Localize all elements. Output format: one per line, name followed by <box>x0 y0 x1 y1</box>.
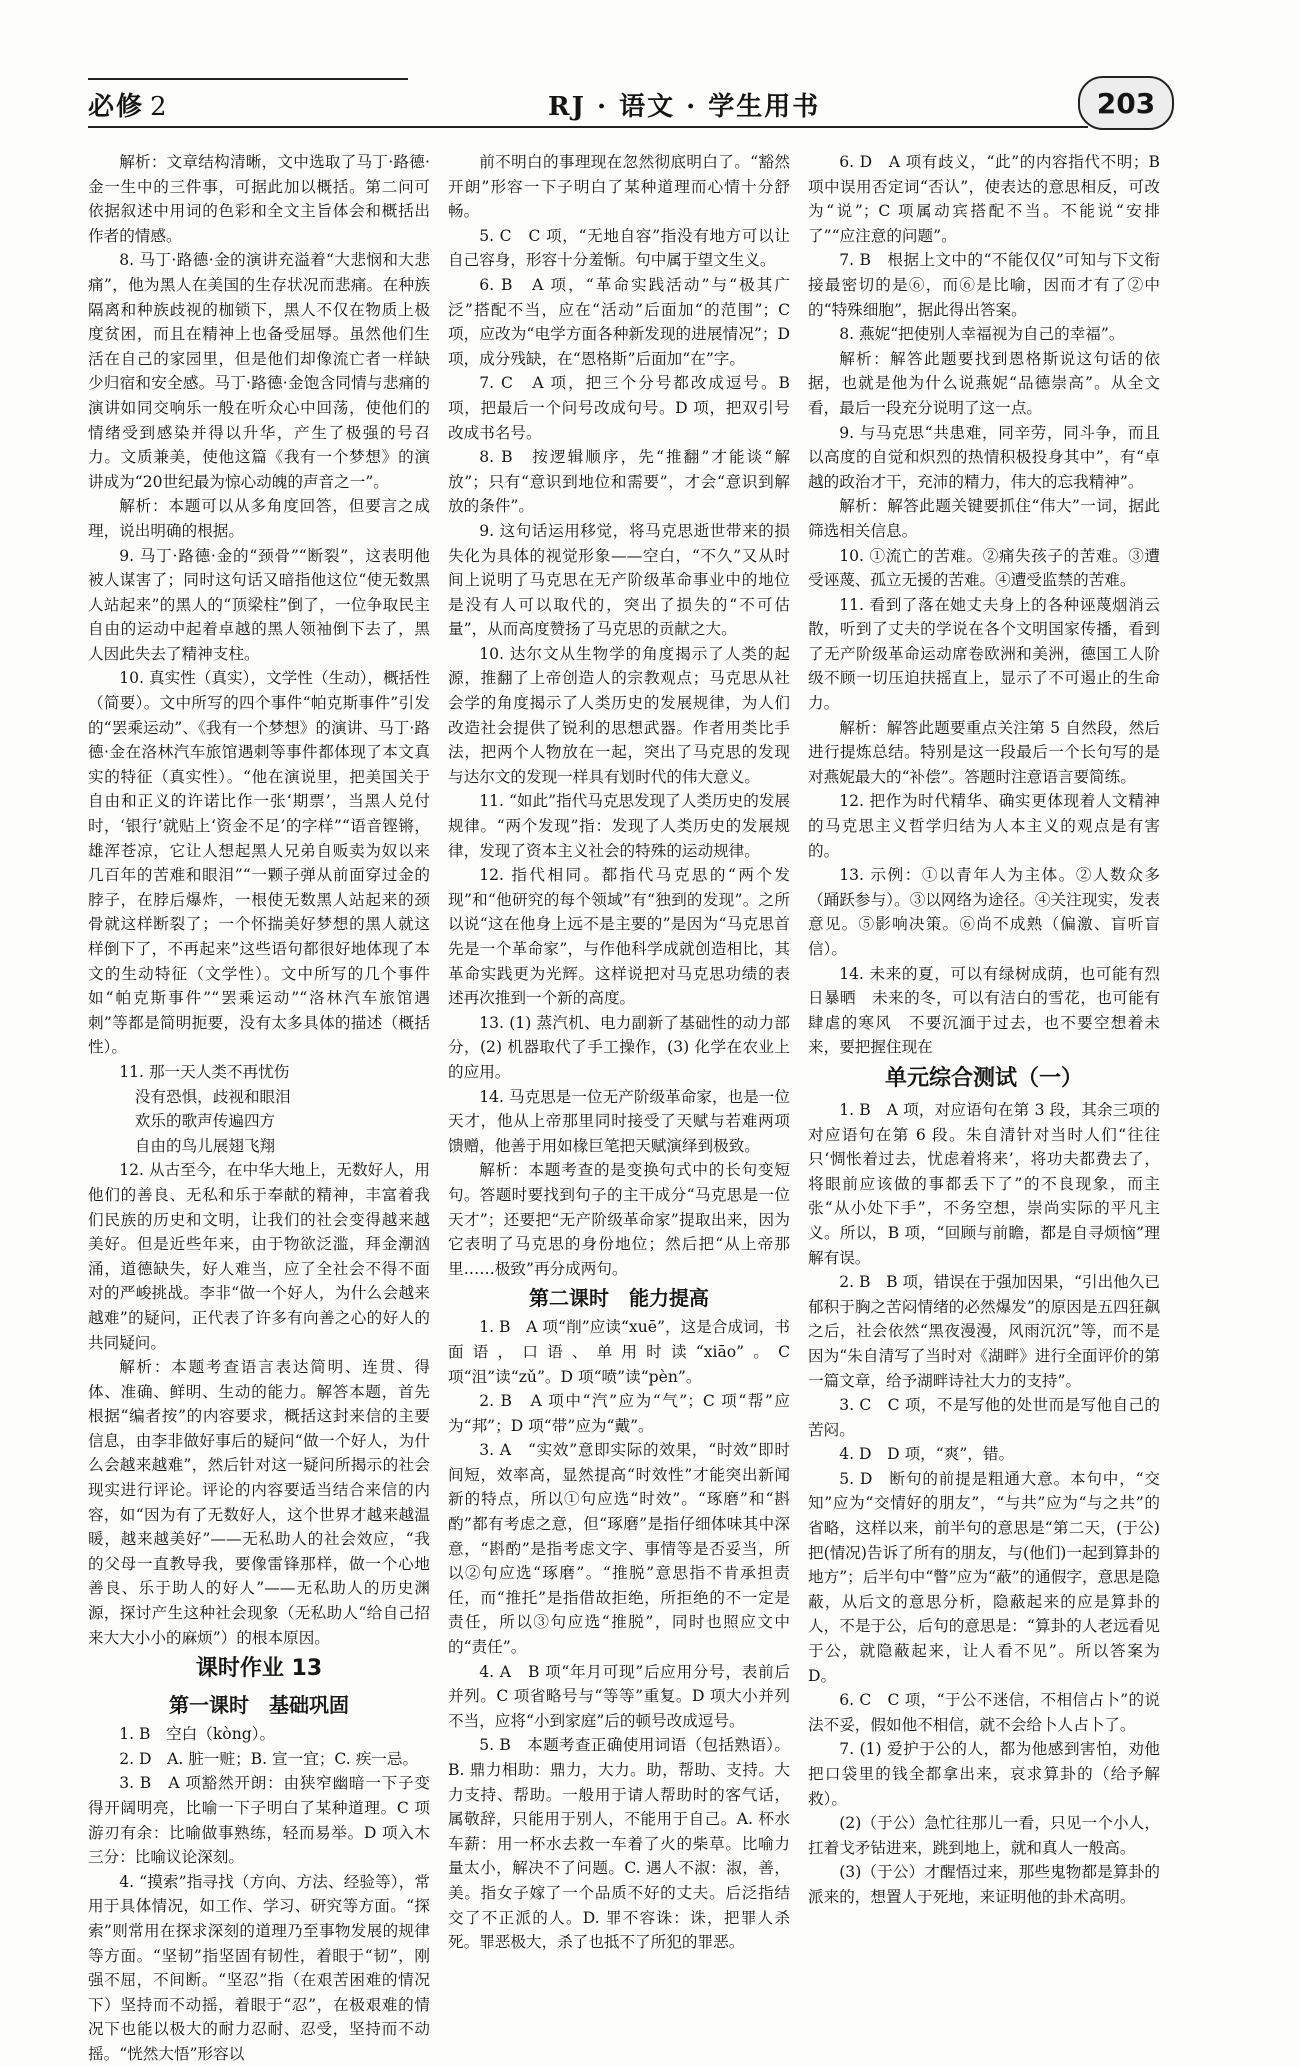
paragraph: 6. D A 项有歧义，“此”的内容指代不明；B 项中误用否定词“否认”，使表达的意思相反，可改为“说”；C 项属动宾搭配不当。不能说“安排了”“应注意的问题”。 <box>808 153 1160 245</box>
paragraph: 13. 示例：①以青年人为主体。②人数众多（踊跃参与）。③以网络为途径。④关注现实，发表意见。⑤影响决策。⑥尚不成熟（偏激、盲听盲信）。 <box>808 866 1160 958</box>
paragraph: 4. D D 项，“爽”，错。 <box>839 1445 1015 1464</box>
poem-line: 欢乐的歌声传遍四方 <box>134 1112 276 1131</box>
paragraph: 12. 指代相同。都指代马克思的“两个发现”和“他研究的每个领域”有“独到的发现”。之所以说“这在他身上远不是主要的”是因为“马克思首先是一个革命家”，与作他科学成就创造相比，其革命实践更为光辉。这样说把对马克思功绩的表述再次推到一个新的高度。 <box>448 866 790 1008</box>
paragraph: 解析：解答此题要找到恩格斯说这句话的依据，也就是他为什么说燕妮“品德崇高”。从全文看，最后一段充分说明了这一点。 <box>808 349 1160 417</box>
paragraph: 3. A “实效”意即实际的效果，“时效”即时间短，效率高，显然提高“时效性”才能突出新闻新的特点，所以①句应选“时效”。“琢磨”和“斟酌”都有考虑之意，但“琢磨”是指仔细体味其中深意，“斟酌”是指考虑文字、事情等是否妥当，所以②句应选“琢磨”。“推脱”意思指不肯承担责任，而“推托”是指借故拒绝，所拒绝的不一定是责任，所以③句应选“推脱”，同时也照应文中的“责任”。 <box>448 1441 790 1657</box>
header-series: RJ · 语文 · 学生用书 <box>548 92 821 122</box>
paragraph: 12. 把作为时代精华、确实更体现着人文精神的马克思主义哲学归结为人本主义的观点是有害的。 <box>808 792 1160 860</box>
homework-title: 课时作业 13 <box>195 1656 323 1682</box>
paragraph: 9. 与马克思“共患难，同辛劳，同斗争，而且以高度的自觉和炽烈的热情积极投身其中”，有“卓越的政治才干，充沛的精力，伟大的忘我精神”。 <box>808 423 1160 491</box>
paragraph: 5. D 断句的前提是粗通大意。本句中，“交知”应为“交情好的朋友”，“与共”应为“与之共”的省略，这样以来，前半句的意思是“第二天，(于公)把(情况)告诉了所有的朋友，与(他们)一起到算卦的地方”；后半句中“瞥”应为“蔽”的通假字，意思是隐蔽，从后文的意思分析，隐蔽起来的应是算卦的人，不是于公，后句的意思是：“算卦的人老远看见于公，就隐蔽起来，让人看不见”。所以答案为 D。 <box>808 1469 1160 1685</box>
paragraph: 解析：文章结构清晰，文中选取了马丁·路德·金一生中的三件事，可据此加以概括。第二问可依据叙述中用词的色彩和全文主旨体会和概括出作者的情感。 <box>88 153 430 245</box>
paragraph: 1. B A 项“削”应读“xuē”，这是合成词，书面语，口语、单用时读“xiāo”。C 项“沮”读“zǔ”。D 项“喷”读“pèn”。 <box>448 1318 790 1386</box>
paragraph: 14. 未来的夏，可以有绿树成荫，也可能有烈日暴晒 未来的冬，可以有洁白的雪花，也可能有肆虐的寒风 不要沉湎于过去，也不要空想着未来，要把握住现在 <box>808 964 1160 1057</box>
header-book <box>88 86 169 123</box>
paragraph: 7. (1) 爱护于公的人，都为他感到害怕，劝他把口袋里的钱全都拿出来，哀求算卦的（给予解救）。 <box>808 1740 1160 1808</box>
paragraph: 8. B 按逻辑顺序，先“推翻”才能谈“解放”；只有“意识到地位和需要”，才会“意识到解放的条件”。 <box>448 448 790 516</box>
page-header <box>88 82 1168 132</box>
paragraph: 8. 马丁·路德·金的演讲充溢着“大悲悯和大悲痛”，他为黑人在美国的生存状况而悲痛。在种族隔离和种族歧视的枷锁下，黑人不仅在物质上极度贫困，而且在精神上也备受屈辱。虽然他们生活在自己的家园里，但是他们却像流亡者一样缺少归宿和安全感。马丁·路德·金饱含同情与悲痛的演讲如同交响乐一般在听众心中回荡，使他们的情绪受到感染并得以升华，产生了极强的号召力。文质兼美，使他这篇《我有一个梦想》的演讲成为“20世纪最为惊心动魄的声音之一”。 <box>88 251 430 491</box>
paragraph: 解析：本题考查的是变换句式中的长句变短句。答题时要找到句子的主干成分“马克思是一位天才”；还要把“无产阶级革命家”提取出来，因为它表明了马克思的身份地位；然后把“从上帝那里……极致”再分成两句。 <box>448 1161 790 1278</box>
paragraph: (2)（于公）急忙往那儿一看，只见一个小人，扛着戈矛钻进来，跳到地上，就和真人一般高。 <box>808 1814 1160 1857</box>
column-right <box>808 150 1160 1910</box>
paragraph: 3. C C 项，不是写他的处世而是写他自己的苦闷。 <box>808 1396 1160 1439</box>
paragraph: 9. 这句话运用移觉，将马克思逝世带来的损失化为具体的视觉形象——空白，“不久”又从时间上说明了马克思在无产阶级革命事业中的地位是没有人可以取代的，突出了损失的“不可估量”，从而高度赞扬了马克思的贡献之大。 <box>448 521 790 639</box>
paragraph: 6. C C 项，“于公不迷信，不相信占卜”的说法不妥，假如他不相信，就不会给卜人占卜了。 <box>808 1691 1160 1734</box>
paragraph: 解析：解答此题要重点关注第 5 自然段，然后进行提炼总结。特别是这一段最后一个长句写的是对燕妮最大的“补偿”。答题时注意语言要简练。 <box>808 718 1160 786</box>
column-left <box>88 150 430 2067</box>
paragraph: 8. 燕妮“把使别人幸福视为自己的幸福”。 <box>839 325 1125 344</box>
paragraph: 5. B 本题考查正确使用词语（包括熟语）。B. 鼎力相助：鼎力，大力。助，帮助、支持。大力支持、帮助。一般用于请人帮助时的客气话，属敬辞，只能用于别人，不能用于自己。A. 杯水车薪：用一杯水去救一车着了火的柴草。比喻力量太小，解决不了问题。C. 遇人不淑：淑，善，美。指女子嫁了一个品质不好的丈夫。后泛指结交了不正派的人。D. 罪不容诛：诛，把罪人杀死。罪恶极大，杀了也抵不了所犯的罪恶。 <box>448 1736 790 1952</box>
page-number-badge: 203 <box>1078 76 1174 130</box>
column-middle <box>448 150 790 1955</box>
paragraph: 7. B 根据上文中的“不能仅仅”可知与下文衔接最密切的是⑥，而⑥是比喻，因而才有了②中的“特殊细胞”，据此得出答案。 <box>808 251 1160 319</box>
paragraph: 1. B 空白（kòng）。 <box>119 1725 276 1744</box>
paragraph: 12. 从古至今，在中华大地上，无数好人，用他们的善良、无私和乐于奉献的精神，丰富着我们民族的历史和文明，让我们的社会变得越来越美好。但是近些年来，由于物欲泛滥，拜金潮汹涌，道德缺失，好人难当，应了全社会不得不面对的严峻挑战。李非“做一个好人，为什么会越来越难”的疑问，正代表了许多有向善之心的好人的共同疑问。 <box>88 1161 430 1352</box>
poem-line: 自由的鸟儿展翅飞翔 <box>134 1136 276 1155</box>
poem-line: 没有恐惧，歧视和眼泪 <box>134 1087 291 1106</box>
header-rule-top <box>88 78 408 80</box>
paragraph: 11. 看到了落在她丈夫身上的各种诬蔑烟消云散，听到了丈夫的学说在各个文明国家传播，看到了无产阶级革命运动席卷欧洲和美洲，德国工人阶级不顾一切压迫扶摇直上，显示了不可遏止的生命力。 <box>808 595 1160 713</box>
paragraph: 10. 达尔文从生物学的角度揭示了人类的起源，推翻了上帝创造人的宗教观点；马克思从社会学的角度揭示了人类历史的发展规律，为人们改造社会提供了锐利的思想武器。作者用类比手法，把两个人物放在一起，突出了马克思的发现与达尔文的发现一样具有划时代的伟大意义。 <box>448 644 790 786</box>
paragraph: 前不明白的事理现在忽然彻底明白了。“豁然开朗”形容一下子明白了某种道理而心情十分舒畅。 <box>448 153 790 221</box>
paragraph: 解析：本题考查语言表达简明、连贯、得体、准确、鲜明、生动的能力。解答本题，首先根据“编者按”的内容要求，概括这封来信的主要信息，由李非做好事后的疑问“做一个好人，为什么会越来越难”，然后针对这一疑问所揭示的社会现实进行评论。评论的内容要适当结合来信的内容，如“因为有了无数好人，这个世界才越来越温暖，越来越美好”——无私助人的社会效应，“我的父母一直教导我，要像雷锋那样，做一个心地善良、乐于助人的好人”——无私助人的历史渊源，探讨产生这种社会现象（无私助人“给自己招来大大小小的麻烦”）的根本原因。 <box>88 1358 430 1647</box>
paragraph: 6. B A 项，“革命实践活动”与“极其广泛”搭配不当，应在“活动”后面加“的范围”；C 项，应改为“电学方面各种新发现的进展情况”；D 项，成分残缺，在“恩格斯”后面加“在”字。 <box>448 275 790 368</box>
header-volume: 2 <box>150 92 169 122</box>
paragraph: 10. 真实性（真实），文学性（生动），概括性（简要）。文中所写的四个事件“帕克斯事件”引发的“罢乘运动”、《我有一个梦想》的演讲、马丁·路德·金在洛林汽车旅馆遇刺等事件都体现了本文真实的特征（真实性）。“他在演说里，把美国关于自由和正义的许诺比作一张‘期票’，当黑人兑付时，‘银行’就贴上‘资金不足’的字样”“语音铿锵，雄浑苍凉，它让人想起黑人兄弟自贩卖为奴以来几百年的苦难和眼泪”“一颗子弹从前面穿过金的脖子，在脖后爆炸，一根使无数黑人站起来的颈骨就这样断裂了；一个怀揣美好梦想的黑人就这样倒下了，不再起来”这些语句都很好地体现了本文的生动特征（文学性）。文中所写的几个事件如“帕克斯事件”“罢乘运动”“洛林汽车旅馆遇刺”等都是简明扼要，没有太多具体的描述（概括性）。 <box>88 669 430 1057</box>
paragraph: 3. B A 项豁然开朗：由狭窄幽暗一下子变得开阔明亮，比喻一下子明白了某种道理。C 项游刃有余：比喻做事熟练，轻而易举。D 项入木三分：比喻议论深刻。 <box>88 1774 430 1867</box>
paragraph: 4. “摸索”指寻找（方向、方法、经验等），常用于具体情况，如工作、学习、研究等方面。“探索”则常用在探求深刻的道理乃至事物发展的规律等方面。“坚韧”指坚固有韧性，着眼于“韧”，刚强不屈，不间断。“坚忍”指（在艰苦困难的情况下）坚持而不动摇，着眼于“忍”，在极艰难的情况下也能以极大的耐力忍耐、忍受，坚持而不动摇。“恍然大悟”形容以 <box>88 1872 430 2063</box>
paragraph: 9. 马丁·路德·金的“颈骨”“断裂”，这表明他被人谋害了；同时这句话又暗指他这位“使无数黑人站起来”的黑人的“顶梁柱”倒了，一位争取民主自由的运动中起着卓越的黑人领袖倒下去了，黑人因此失去了精神支柱。 <box>88 546 430 663</box>
paragraph: 2. B B 项，错误在于强加因果，“引出他久已郁积于胸之苦闷情绪的必然爆发”的原因是五四狂飙之后，社会依然“黑夜漫漫，风雨沉沉”等，而不是因为“朱自清写了当时对《湖畔》进行全面评价的第一篇文章，给予湖畔诗社大力的支持”。 <box>808 1273 1160 1390</box>
paragraph: 13. (1) 蒸汽机、电力副新了基础性的动力部分，(2) 机器取代了手工操作，(3) 化学在农业上的应用。 <box>448 1013 790 1081</box>
paragraph: 解析：解答此题关键要抓住“伟大”一词，据此筛选相关信息。 <box>808 497 1160 540</box>
paragraph: 7. C A 项，把三个分号都改成逗号。B 项，把最后一个问号改成句号。D 项，把双引号改成书名号。 <box>448 374 790 442</box>
paragraph: 14. 马克思是一位无产阶级革命家，也是一位天才，他从上帝那里同时接受了天赋与若难两项馈赠，他善于用如椽巨笔把天赋演绎到极致。 <box>448 1087 790 1155</box>
paragraph: 11. “如此”指代马克思发现了人类历史的发展规律。“两个发现”指：发现了人类历史的发展规律，发现了资本主义社会的特殊的运动规律。 <box>448 792 790 860</box>
header-rule <box>88 126 1088 128</box>
unit-test-title: 单元综合测试（一） <box>884 1065 1083 1091</box>
paragraph: 10. ①流亡的苦难。②痛失孩子的苦难。③遭受诬蔑、孤立无援的苦难。④遭受监禁的苦难。 <box>808 546 1160 590</box>
paragraph: 2. B A 项中“汽”应为“气”；C 项“帮”应为“邦”；D 项“带”应为“戴”。 <box>448 1392 790 1435</box>
paragraph: 5. C C 项，“无地自容”指没有地方可以让自己容身，形容十分羞惭。句中属于望文生义。 <box>448 226 790 270</box>
paragraph: 4. A B 项“年月可现”后应用分号，表前后并列。C 项省略号与“等等”重复。D 项大小并列不当，应将“小到家庭”后的顿号改成逗号。 <box>448 1662 790 1730</box>
paragraph: 2. D A. 脏一赃；B. 宣一宜；C. 疾一忌。 <box>119 1749 419 1768</box>
lesson-subtitle-2: 第二课时 能力提高 <box>529 1286 709 1311</box>
paragraph: 1. B A 项，对应语句在第 3 段，其余三项的对应语句在第 6 段。朱自清针对当时人们“往往只‘惆怅着过去，忧虑着将来’，将功夫都费去了，将眼前应该做的事都丢下了”的不良现象，而主张“从小处下手”，不务空想，崇尚实际的平凡主义。所以，B 项，“回顾与前瞻，都是自寻烦恼”理解有误。 <box>808 1100 1160 1267</box>
header-book-label: 必修 <box>88 92 145 122</box>
paragraph: 解析：本题可以从多角度回答，但要言之成理，说出明确的根据。 <box>88 497 430 540</box>
paragraph: 11. 那一天人类不再忧伤 <box>119 1062 290 1081</box>
paragraph: (3)（于公）才醒悟过来，那些鬼物都是算卦的派来的，想置人于死地，来证明他的卦术高明。 <box>808 1863 1160 1906</box>
lesson-subtitle-1: 第一课时 基础巩固 <box>169 1693 349 1718</box>
